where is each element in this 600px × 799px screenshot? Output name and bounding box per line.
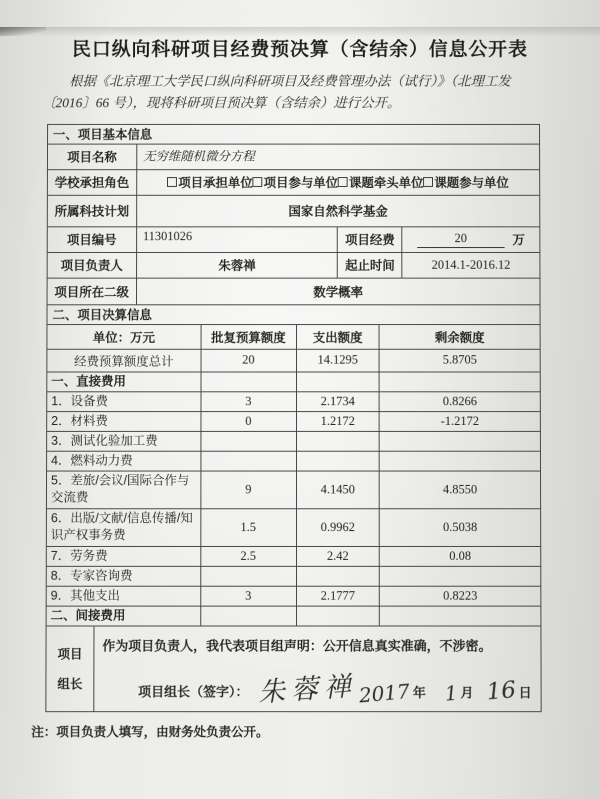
row-label: 2．材料费 xyxy=(47,412,201,432)
role-option-label: 项目承担单位 xyxy=(178,176,253,190)
school-role-label: 学校承担角色 xyxy=(48,170,137,196)
row-label: 二、间接费用 xyxy=(47,606,201,626)
table-row-equipment xyxy=(47,392,541,412)
declaration-block xyxy=(46,626,541,712)
paper-sheet xyxy=(0,35,600,799)
pi-value: 朱蓉禅 xyxy=(137,253,338,279)
budget-cell xyxy=(201,451,296,471)
section-title-basic: 一、项目基本信息 xyxy=(48,124,540,144)
remain-cell: 0.8223 xyxy=(380,586,541,606)
dept-label: 项目所在二级 xyxy=(48,278,137,305)
handwritten-date xyxy=(357,676,535,707)
remain-cell xyxy=(380,566,541,586)
role-option-label: 项目参与单位 xyxy=(263,176,339,190)
row-pi-period xyxy=(48,253,541,279)
role-option-4 xyxy=(423,173,508,191)
table-row-total xyxy=(47,349,540,372)
program-label: 所属科技计划 xyxy=(48,195,137,227)
period-label: 起止时间 xyxy=(338,253,402,279)
column-header-unit: 单位：万元 xyxy=(47,325,201,350)
spent-cell: 14.1295 xyxy=(297,349,380,372)
row-label: 一、直接费用 xyxy=(47,372,201,392)
budget-cell: 3 xyxy=(201,586,297,606)
date-year-unit: 年 xyxy=(412,684,426,700)
spent-cell: 0.9962 xyxy=(297,509,381,547)
budget-cell xyxy=(201,372,296,392)
date-month: 1 xyxy=(443,680,459,706)
spent-cell xyxy=(297,431,380,451)
table-row-testing xyxy=(47,431,541,451)
row-label: 经费预算额度总计 xyxy=(47,349,201,372)
spent-cell xyxy=(297,566,381,586)
school-role-value xyxy=(137,170,540,196)
column-header-remain: 剩余额度 xyxy=(380,325,541,350)
checkbox-icon xyxy=(167,177,177,187)
remain-cell: 0.5038 xyxy=(380,509,541,547)
table-row-consulting xyxy=(47,566,542,586)
remain-cell: 0.08 xyxy=(380,547,541,567)
row-label: 6．出版/文献/信息传播/知识产权事务费 xyxy=(47,509,201,547)
spent-cell xyxy=(297,451,380,471)
row-project-no-funding xyxy=(48,227,541,253)
spent-cell: 2.42 xyxy=(297,547,381,567)
remain-cell: 4.8550 xyxy=(380,471,541,509)
budget-cell xyxy=(201,606,297,626)
checkbox-icon xyxy=(253,177,263,187)
remain-cell xyxy=(380,606,541,626)
table-row-indirect-costs xyxy=(47,606,542,626)
project-name-label: 项目名称 xyxy=(48,144,137,170)
row-label: 7．劳务费 xyxy=(47,547,201,567)
intro-line-2: 〔2016〕66 号），现将科研项目预决算（含结余）进行公开。 xyxy=(42,95,401,111)
funding-value xyxy=(403,227,541,253)
table-row-direct-costs xyxy=(47,372,540,392)
remain-cell xyxy=(380,431,541,451)
table-row-materials xyxy=(47,412,541,432)
declaration-statement: 作为项目负责人，我代表项目组声明：公开信息真实准确，不涉密。 xyxy=(102,637,492,653)
row-label: 3．测试化验加工费 xyxy=(47,431,201,451)
remain-cell: -1.2172 xyxy=(380,412,541,432)
spent-cell xyxy=(297,606,381,626)
role-option-3 xyxy=(338,173,423,191)
program-value: 国家自然科学基金 xyxy=(137,195,540,227)
row-label: 5．差旅/会议/国际合作与交流费 xyxy=(47,471,201,509)
date-day-unit: 日 xyxy=(518,684,532,700)
project-no-label: 项目编号 xyxy=(48,227,137,253)
row-label: 8．专家咨询费 xyxy=(47,566,201,586)
footer-note: 注：项目负责人填写，由财务处负责公开。 xyxy=(31,724,269,739)
remain-cell: 0.8266 xyxy=(380,392,541,412)
role-option-2 xyxy=(253,173,338,191)
budget-cell: 2.5 xyxy=(201,547,297,567)
signature-label: 项目组长（签字）： xyxy=(138,683,249,699)
budget-cell xyxy=(201,431,296,451)
intro-line-1: 根据《北京理工大学民口纵向科研项目及经费管理办法（试行）》（北理工发 xyxy=(68,73,511,89)
budget-cell xyxy=(201,566,297,586)
table-row-fuel-power xyxy=(47,451,541,471)
table-row-travel xyxy=(47,471,541,509)
funding-unit: 万 xyxy=(512,233,525,248)
dept-value: 数学概率 xyxy=(137,278,541,305)
column-header-spent: 支出额度 xyxy=(297,325,380,350)
column-header-budget: 批复预算额度 xyxy=(201,325,296,350)
role-option-label: 课题牵头单位 xyxy=(349,176,424,190)
row-dept xyxy=(48,278,541,305)
budget-cell: 1.5 xyxy=(201,509,296,547)
role-option-label: 课题参与单位 xyxy=(434,176,509,190)
declaration-content xyxy=(94,626,541,712)
declaration-label-line2: 组长 xyxy=(57,677,83,692)
remain-cell xyxy=(380,372,541,392)
declaration-row-label xyxy=(46,626,94,712)
row-label: 1．设备费 xyxy=(47,392,201,412)
row-label: 4．燃料动力费 xyxy=(47,451,201,471)
project-no-value: 11301026 xyxy=(137,227,338,253)
decision-header-row xyxy=(47,325,540,350)
budget-cell: 0 xyxy=(201,412,296,432)
budget-cell: 20 xyxy=(201,349,296,372)
checkbox-icon xyxy=(423,177,433,187)
handwritten-signature: 朱蓉禅 xyxy=(257,670,359,709)
remain-cell xyxy=(380,451,541,471)
date-day: 16 xyxy=(485,676,517,705)
spent-cell: 4.1450 xyxy=(297,471,381,509)
declaration-label-line1: 项目 xyxy=(57,647,83,662)
date-month-unit: 月 xyxy=(460,684,474,700)
role-option-1 xyxy=(167,173,252,191)
pi-label: 项目负责人 xyxy=(48,253,137,279)
period-value: 2014.1-2016.12 xyxy=(403,253,541,279)
role-options xyxy=(137,173,539,191)
row-label: 9．其他支出 xyxy=(47,586,201,606)
funding-amount: 20 xyxy=(417,231,504,248)
table-row-publication xyxy=(47,509,541,547)
section-basic-info xyxy=(48,124,540,144)
table-row-other xyxy=(47,586,542,606)
remain-cell: 5.8705 xyxy=(380,349,541,372)
spent-cell xyxy=(297,372,380,392)
intro-paragraph xyxy=(42,71,560,115)
budget-cell: 3 xyxy=(201,392,296,412)
spent-cell: 2.1777 xyxy=(297,586,381,606)
form-table xyxy=(45,123,541,711)
page-title: 民口纵向科研项目经费预决算（含结余）信息公开表 xyxy=(72,39,528,61)
section-title-decision: 二、项目决算信息 xyxy=(47,305,540,325)
row-school-role xyxy=(48,170,540,196)
project-name-value: 无穷维随机微分方程 xyxy=(137,144,540,170)
budget-cell: 9 xyxy=(201,471,296,509)
row-project-name xyxy=(48,144,540,170)
spent-cell: 1.2172 xyxy=(297,412,380,432)
spent-cell: 2.1734 xyxy=(297,392,380,412)
checkbox-icon xyxy=(338,177,348,187)
signature-line xyxy=(94,670,540,711)
section-decision-info xyxy=(47,305,540,325)
row-program xyxy=(48,195,541,227)
funding-label: 项目经费 xyxy=(338,227,402,253)
table-row-labor xyxy=(47,547,542,567)
date-year: 2017 xyxy=(357,678,411,707)
